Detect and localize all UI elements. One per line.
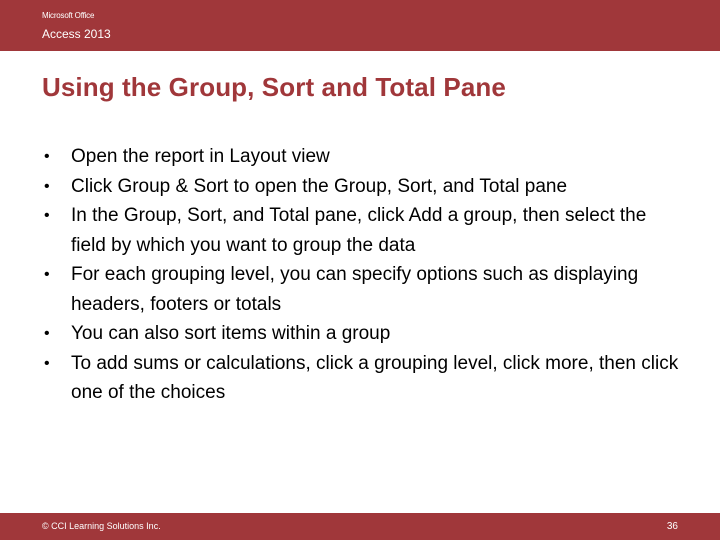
header-bar	[0, 0, 720, 51]
bullet-dot-icon: •	[44, 325, 50, 342]
footer-bar	[0, 513, 720, 540]
bullet-item	[44, 349, 684, 408]
bullet-text: In the Group, Sort, and Total pane, click Add a group, then select the field by which you want to group the data	[71, 205, 647, 256]
bullet-item	[44, 201, 684, 260]
bullet-text: To add sums or calculations, click a grouping level, click more, then click one of the choices	[71, 352, 679, 403]
bullet-item	[44, 260, 684, 319]
brand-label: Microsoft Office	[42, 11, 95, 20]
bullet-dot-icon: •	[44, 207, 50, 224]
bullet-dot-icon: •	[44, 266, 50, 283]
bullet-dot-icon: •	[44, 354, 50, 372]
bullet-text: For each grouping level, you can specify options such as displaying headers, footers or totals	[71, 264, 639, 315]
page-number: 36	[666, 521, 678, 532]
bullet-item	[44, 172, 684, 202]
copyright-text: © CCI Learning Solutions Inc.	[42, 521, 161, 531]
product-label: Access 2013	[42, 27, 111, 41]
bullet-item	[44, 319, 684, 349]
slide-title: Using the Group, Sort and Total Pane	[42, 72, 506, 102]
bullet-text: Open the report in Layout view	[71, 146, 330, 167]
bullet-list	[44, 142, 684, 408]
bullet-item	[44, 142, 684, 172]
bullet-text: You can also sort items within a group	[71, 323, 391, 344]
bullet-dot-icon: •	[44, 177, 50, 195]
bullet-dot-icon: •	[44, 148, 50, 165]
bullet-text: Click Group & Sort to open the Group, Sort, and Total pane	[71, 175, 568, 197]
